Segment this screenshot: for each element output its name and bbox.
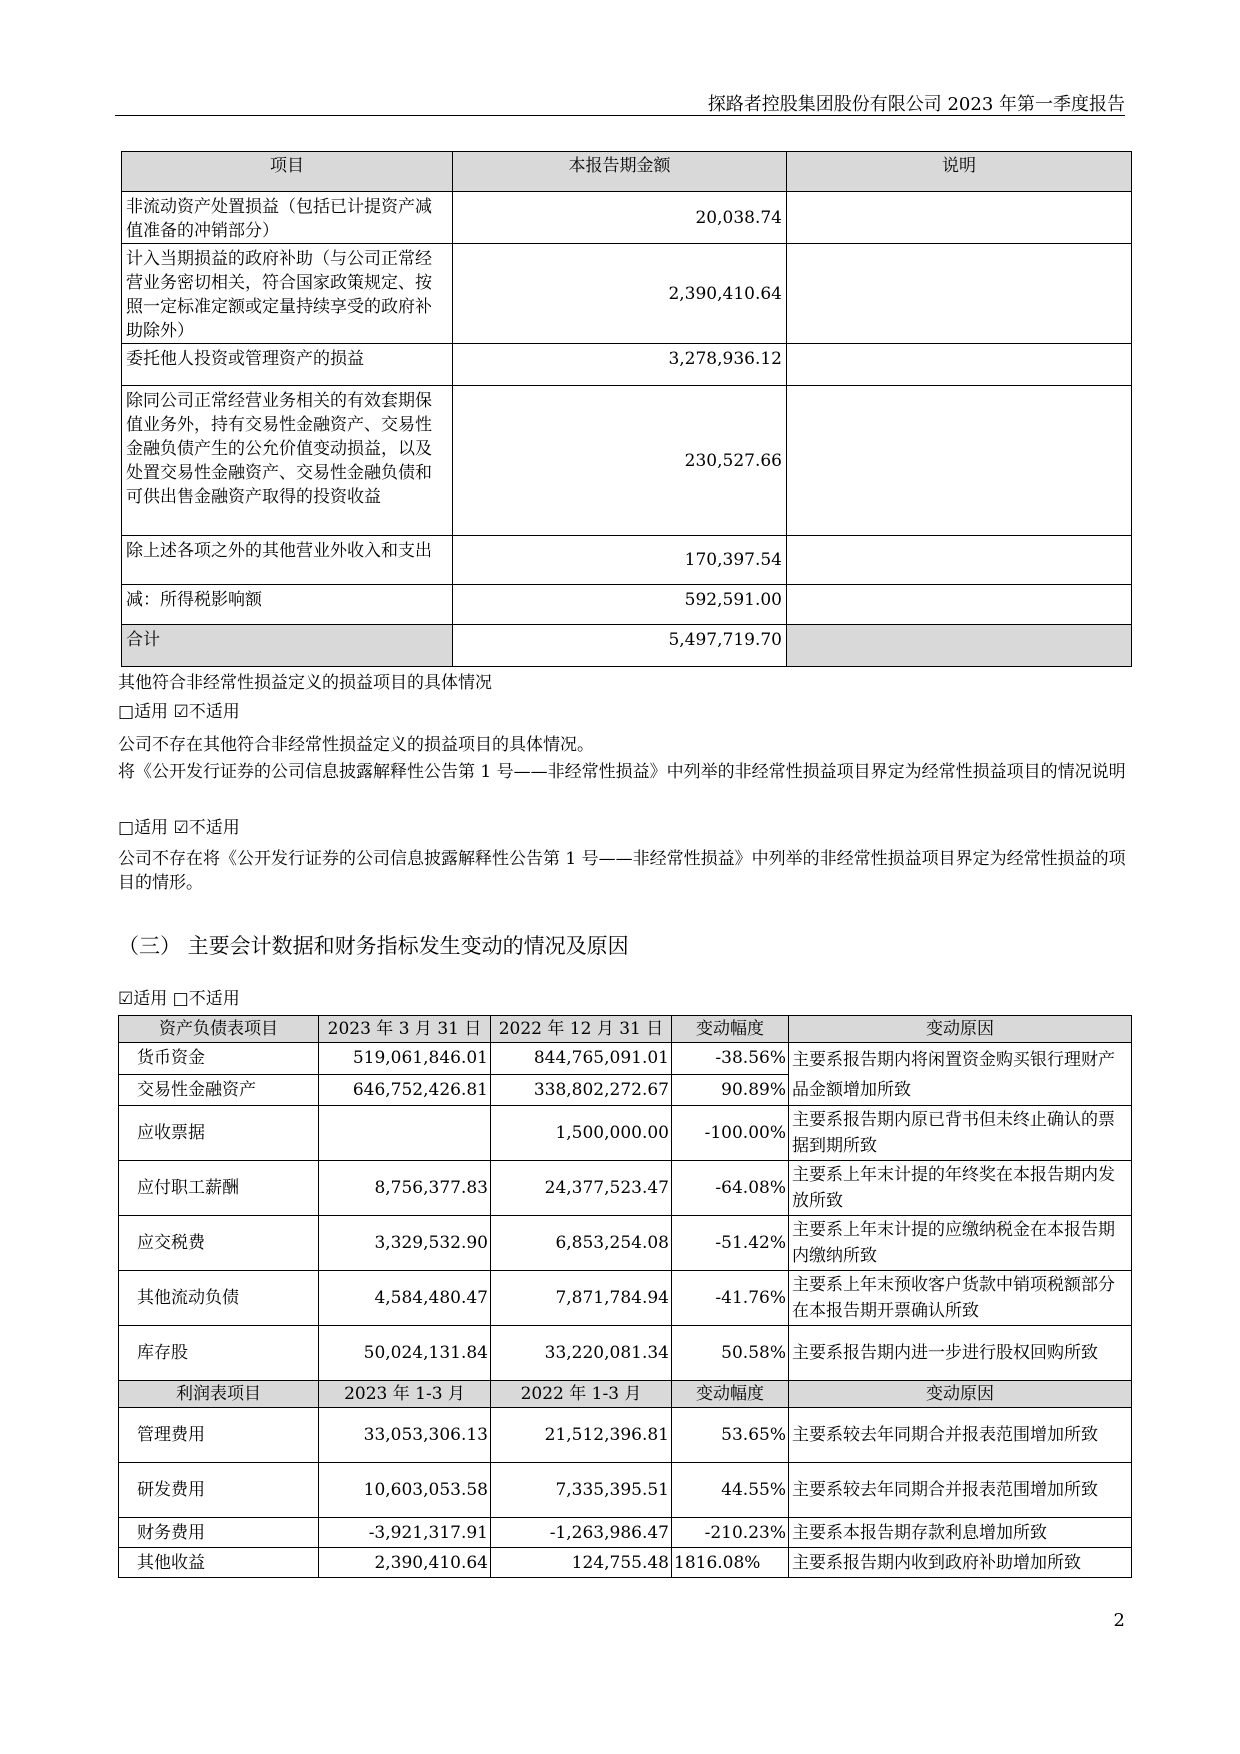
- row-item: 库存股: [119, 1326, 319, 1381]
- row-current: 2,390,410.64: [319, 1548, 491, 1578]
- row-change: -41.76%: [672, 1271, 789, 1326]
- applicable-label: 适用: [133, 989, 168, 1009]
- row-previous: 7,871,784.94: [491, 1271, 672, 1326]
- row-reason: 主要系报告期内原已背书但未终止确认的票据到期所致: [789, 1106, 1132, 1161]
- row-amount: 5,497,719.70: [453, 625, 787, 667]
- table-row: [119, 1408, 1132, 1463]
- row-note: [787, 536, 1132, 585]
- row-item: 交易性金融资产: [119, 1074, 319, 1106]
- row-reason: 主要系本报告期存款利息增加所致: [789, 1518, 1132, 1548]
- row-item: 货币资金: [119, 1043, 319, 1075]
- row-note: [787, 244, 1132, 344]
- applicability-line: [118, 700, 1128, 724]
- row-change: 50.58%: [672, 1326, 789, 1381]
- row-amount: 592,591.00: [453, 585, 787, 625]
- row-reason: 主要系上年末计提的年终奖在本报告期内发放所致: [789, 1161, 1132, 1216]
- row-change: -64.08%: [672, 1161, 789, 1216]
- table-row: [119, 1548, 1132, 1578]
- row-current: 519,061,846.01: [319, 1043, 491, 1075]
- row-item: 减：所得税影响额: [122, 585, 453, 625]
- balance-header-change: 变动幅度: [672, 1016, 789, 1043]
- balance-header-item: 资产负债表项目: [119, 1016, 319, 1043]
- balance-header-reason: 变动原因: [789, 1016, 1132, 1043]
- table-row: [122, 585, 1132, 625]
- financial-changes-table: [118, 1015, 1132, 1578]
- paragraph: 公司不存在其他符合非经常性损益定义的损益项目的具体情况。: [118, 735, 594, 755]
- paragraph: 公司不存在将《公开发行证券的公司信息披露解释性公告第 1 号——非经常性损益》中列举的非经常性损益项目界定为经常性损益的项目的情形。: [118, 849, 1126, 893]
- applicable-label: 适用: [134, 702, 169, 722]
- income-header-item: 利润表项目: [119, 1381, 319, 1408]
- row-change: 90.89%: [672, 1074, 789, 1106]
- row-previous: 33,220,081.34: [491, 1326, 672, 1381]
- row-current: 4,584,480.47: [319, 1271, 491, 1326]
- row-item: 其他收益: [119, 1548, 319, 1578]
- table-row: [119, 1518, 1132, 1548]
- row-reason: 主要系报告期内进一步进行股权回购所致: [789, 1326, 1132, 1381]
- table-row: [122, 344, 1132, 386]
- row-reason: 主要系报告期内将闲置资金购买银行理财产品金额增加所致: [789, 1043, 1132, 1106]
- row-item: 应交税费: [119, 1216, 319, 1271]
- row-change: -100.00%: [672, 1106, 789, 1161]
- row-note: [787, 625, 1132, 667]
- not-applicable-label: 不适用: [188, 989, 240, 1009]
- balance-header-previous: 2022 年 12 月 31 日: [491, 1016, 672, 1043]
- row-current: 8,756,377.83: [319, 1161, 491, 1216]
- row-reason: 主要系上年末计提的应缴纳税金在本报告期内缴纳所致: [789, 1216, 1132, 1271]
- row-note: [787, 585, 1132, 625]
- row-note: [787, 344, 1132, 386]
- table-row: [122, 625, 1132, 667]
- table-header-note: 说明: [787, 152, 1132, 192]
- section-heading: （三） 主要会计数据和财务指标发生变动的情况及原因: [118, 934, 629, 958]
- row-item: 委托他人投资或管理资产的损益: [122, 344, 453, 386]
- row-note: [787, 192, 1132, 244]
- row-change: 1816.08%: [672, 1548, 789, 1578]
- row-previous: 6,853,254.08: [491, 1216, 672, 1271]
- row-amount: 170,397.54: [453, 536, 787, 585]
- table-row: [122, 536, 1132, 585]
- row-change: -51.42%: [672, 1216, 789, 1271]
- row-previous: 844,765,091.01: [491, 1043, 672, 1075]
- row-current: -3,921,317.91: [319, 1518, 491, 1548]
- table-row: [122, 386, 1132, 536]
- row-item: 应收票据: [119, 1106, 319, 1161]
- not-applicable-label: 不适用: [188, 818, 240, 838]
- row-item: 合计: [122, 625, 453, 667]
- table-header-item: 项目: [122, 152, 453, 192]
- row-previous: 1,500,000.00: [491, 1106, 672, 1161]
- checkbox-unchecked-icon: □: [118, 702, 135, 722]
- row-previous: -1,263,986.47: [491, 1518, 672, 1548]
- page-number: 2: [1113, 1610, 1125, 1631]
- row-previous: 21,512,396.81: [491, 1408, 672, 1463]
- income-header-current: 2023 年 1-3 月: [319, 1381, 491, 1408]
- balance-header-current: 2023 年 3 月 31 日: [319, 1016, 491, 1043]
- report-header-title: 探路者控股集团股份有限公司 2023 年第一季度报告: [707, 94, 1125, 115]
- table-row: [119, 1106, 1132, 1161]
- row-reason: 主要系较去年同期合并报表范围增加所致: [789, 1408, 1132, 1463]
- income-header-change: 变动幅度: [672, 1381, 789, 1408]
- checkbox-checked-icon: ☑: [118, 989, 134, 1009]
- table-header-amount: 本报告期金额: [453, 152, 787, 192]
- header-divider: [115, 115, 1125, 116]
- row-change: -210.23%: [672, 1518, 789, 1548]
- table-row: [119, 1161, 1132, 1216]
- non-recurring-items-table: [121, 151, 1132, 667]
- row-item: 除上述各项之外的其他营业外收入和支出: [122, 536, 453, 585]
- row-previous: 124,755.48: [491, 1548, 672, 1578]
- row-change: 53.65%: [672, 1408, 789, 1463]
- checkbox-checked-icon: ☑: [173, 818, 189, 838]
- checkbox-unchecked-icon: □: [172, 989, 189, 1009]
- table-row: [119, 1463, 1132, 1518]
- applicability-line: [118, 816, 1128, 840]
- paragraph: 将《公开发行证券的公司信息披露解释性公告第 1 号——非经常性损益》中列举的非经常性损益项目界定为经常性损益项目的情况说明: [118, 762, 1126, 782]
- row-item: 其他流动负债: [119, 1271, 319, 1326]
- row-current: [319, 1106, 491, 1161]
- applicable-label: 适用: [134, 818, 169, 838]
- table-row: [119, 1271, 1132, 1326]
- table-row: [119, 1326, 1132, 1381]
- row-amount: 3,278,936.12: [453, 344, 787, 386]
- table-row: [122, 192, 1132, 244]
- row-amount: 2,390,410.64: [453, 244, 787, 344]
- applicability-line: [118, 987, 1128, 1011]
- row-item: 管理费用: [119, 1408, 319, 1463]
- row-current: 646,752,426.81: [319, 1074, 491, 1106]
- checkbox-checked-icon: ☑: [173, 702, 189, 722]
- row-reason: 主要系报告期内收到政府补助增加所致: [789, 1548, 1132, 1578]
- row-previous: 7,335,395.51: [491, 1463, 672, 1518]
- row-note: [787, 386, 1132, 536]
- paragraph: 其他符合非经常性损益定义的损益项目的具体情况: [118, 673, 492, 693]
- not-applicable-label: 不适用: [188, 702, 240, 722]
- table-row: [119, 1043, 1132, 1075]
- row-change: 44.55%: [672, 1463, 789, 1518]
- row-current: 10,603,053.58: [319, 1463, 491, 1518]
- row-previous: 338,802,272.67: [491, 1074, 672, 1106]
- row-item: 应付职工薪酬: [119, 1161, 319, 1216]
- row-item: 财务费用: [119, 1518, 319, 1548]
- row-reason: 主要系上年末预收客户货款中销项税额部分在本报告期开票确认所致: [789, 1271, 1132, 1326]
- row-current: 3,329,532.90: [319, 1216, 491, 1271]
- row-previous: 24,377,523.47: [491, 1161, 672, 1216]
- table-row: [122, 244, 1132, 344]
- income-header-previous: 2022 年 1-3 月: [491, 1381, 672, 1408]
- income-header-reason: 变动原因: [789, 1381, 1132, 1408]
- row-item: 计入当期损益的政府补助（与公司正常经营业务密切相关，符合国家政策规定、按照一定标准定额或定量持续享受的政府补助除外）: [122, 244, 453, 344]
- row-item: 除同公司正常经营业务相关的有效套期保值业务外，持有交易性金融资产、交易性金融负债产生的公允价值变动损益，以及处置交易性金融资产、交易性金融负债和可供出售金融资产取得的投资收益: [122, 386, 453, 536]
- row-item: 研发费用: [119, 1463, 319, 1518]
- row-change: -38.56%: [672, 1043, 789, 1075]
- row-current: 50,024,131.84: [319, 1326, 491, 1381]
- row-item: 非流动资产处置损益（包括已计提资产减值准备的冲销部分）: [122, 192, 453, 244]
- row-current: 33,053,306.13: [319, 1408, 491, 1463]
- table-row: [119, 1216, 1132, 1271]
- row-reason: 主要系较去年同期合并报表范围增加所致: [789, 1463, 1132, 1518]
- checkbox-unchecked-icon: □: [118, 818, 135, 838]
- row-amount: 230,527.66: [453, 386, 787, 536]
- row-amount: 20,038.74: [453, 192, 787, 244]
